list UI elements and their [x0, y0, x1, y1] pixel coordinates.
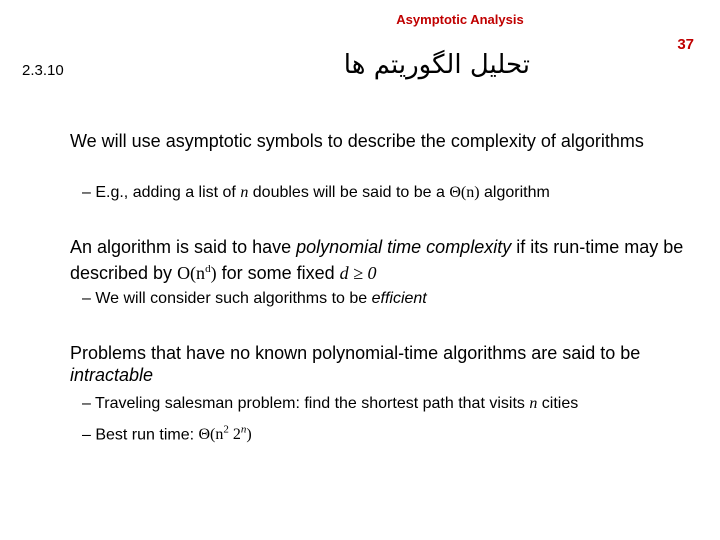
- bullet-intractable: [70, 342, 700, 386]
- rtl-title: تحلیل الگوریتم ها: [343, 50, 530, 80]
- sub-bullet-text: algorithm: [479, 184, 550, 201]
- theta-expression: $\Theta(n^2$ 2$^n$): [198, 424, 252, 444]
- sub-bullet-text: – E.g., adding a list of: [82, 184, 241, 201]
- sub-bullet-italic: efficient: [371, 290, 427, 307]
- sub-bullet-run-time: [82, 420, 712, 445]
- big-o-expression: $O(n^d)$: [177, 263, 217, 283]
- sub-bullet-efficient: [82, 288, 712, 309]
- theta-expression: Θ(n): [449, 184, 480, 201]
- sub-bullet-text: – We will consider such algorithms to be: [82, 290, 372, 307]
- bullet-text: Problems that have no known polynomial-time algorithms are said to be: [70, 343, 641, 363]
- section-number: 2.3.10: [22, 62, 64, 79]
- sub-bullet-text: cities: [537, 395, 579, 412]
- sub-bullet-tsp: [82, 393, 712, 414]
- math-var: n: [240, 184, 249, 201]
- bullet-text: An algorithm is said to have: [70, 237, 297, 257]
- bullet-asymptotic-symbols: We will use asymptotic symbols to describe the complexity of algorithms: [70, 131, 644, 151]
- page-number: 37: [677, 36, 694, 53]
- sub-bullet-text: – Best run time:: [82, 426, 199, 444]
- bullet-text: if its run-time may be described by: [70, 237, 684, 283]
- math-var: n: [529, 395, 538, 412]
- bullet-text: for some fixed: [216, 263, 340, 283]
- condition-expression: d ≥ 0: [339, 263, 377, 283]
- sub-bullet-text: – Traveling salesman problem: find the shortest path that visits: [82, 395, 530, 412]
- bullet-polynomial-time: [70, 236, 700, 284]
- sub-bullet-text: doubles will be said to be a: [248, 184, 450, 201]
- bullet-italic: polynomial time complexity: [296, 237, 512, 257]
- sub-bullet-example: [82, 182, 712, 203]
- bullet-italic: intractable: [70, 365, 154, 385]
- slide-header-title: Asymptotic Analysis: [396, 12, 524, 27]
